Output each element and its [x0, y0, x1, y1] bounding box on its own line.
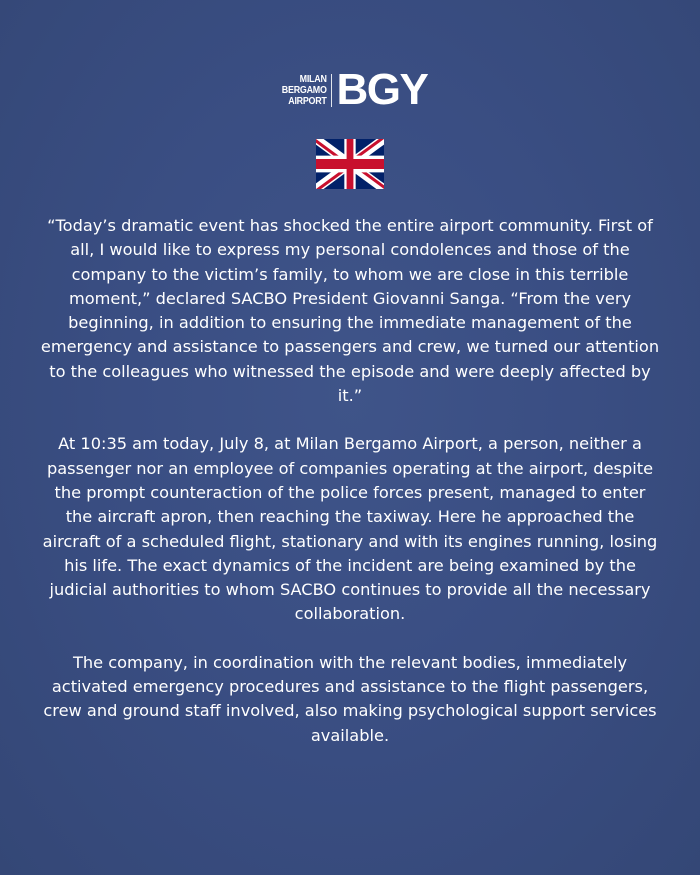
- statement-paragraph-incident: At 10:35 am today, July 8, at Milan Bergamo Airport, a person, neither a passenger nor an employee of companies operating at the airport, despite the prompt counteraction of the police forces present, managed to enter the aircraft apron, then reaching the taxiway. Here he approached the aircraft of a scheduled flight, stationary and with its engines running, losing his life. The exact dynamics of the incident are being examined by the judicial authorities to whom SACBO continues to provide all the necessary collaboration.: [42, 434, 658, 624]
- logo-wordmark: [282, 74, 332, 107]
- logo-line-airport: AIRPORT: [287, 94, 327, 107]
- airport-logo: [0, 65, 700, 114]
- logo-code: BGY: [336, 65, 428, 114]
- logo-line-milan: MILAN: [299, 72, 327, 85]
- logo-line-bergamo: BERGAMO: [281, 83, 327, 96]
- uk-flag-icon: [316, 139, 384, 189]
- statement-paragraph-quote: “Today’s dramatic event has shocked the entire airport community. First of all, I would like to express my personal condolences and those of the company to the victim’s family, to whom we are close in this terrible moment,” declared SACBO President Giovanni Sanga. “From the very beginning, in addition to ensuring the immediate management of the emergency and assistance to passengers and crew, we turned our attention to the colleagues who witnessed the episode and were deeply affected by it.”: [40, 216, 660, 406]
- statement-body: [40, 214, 660, 772]
- statement-paragraph-response: The company, in coordination with the relevant bodies, immediately activated emergency procedures and assistance to the flight passengers, crew and ground staff involved, also making psychological support services available.: [43, 652, 657, 745]
